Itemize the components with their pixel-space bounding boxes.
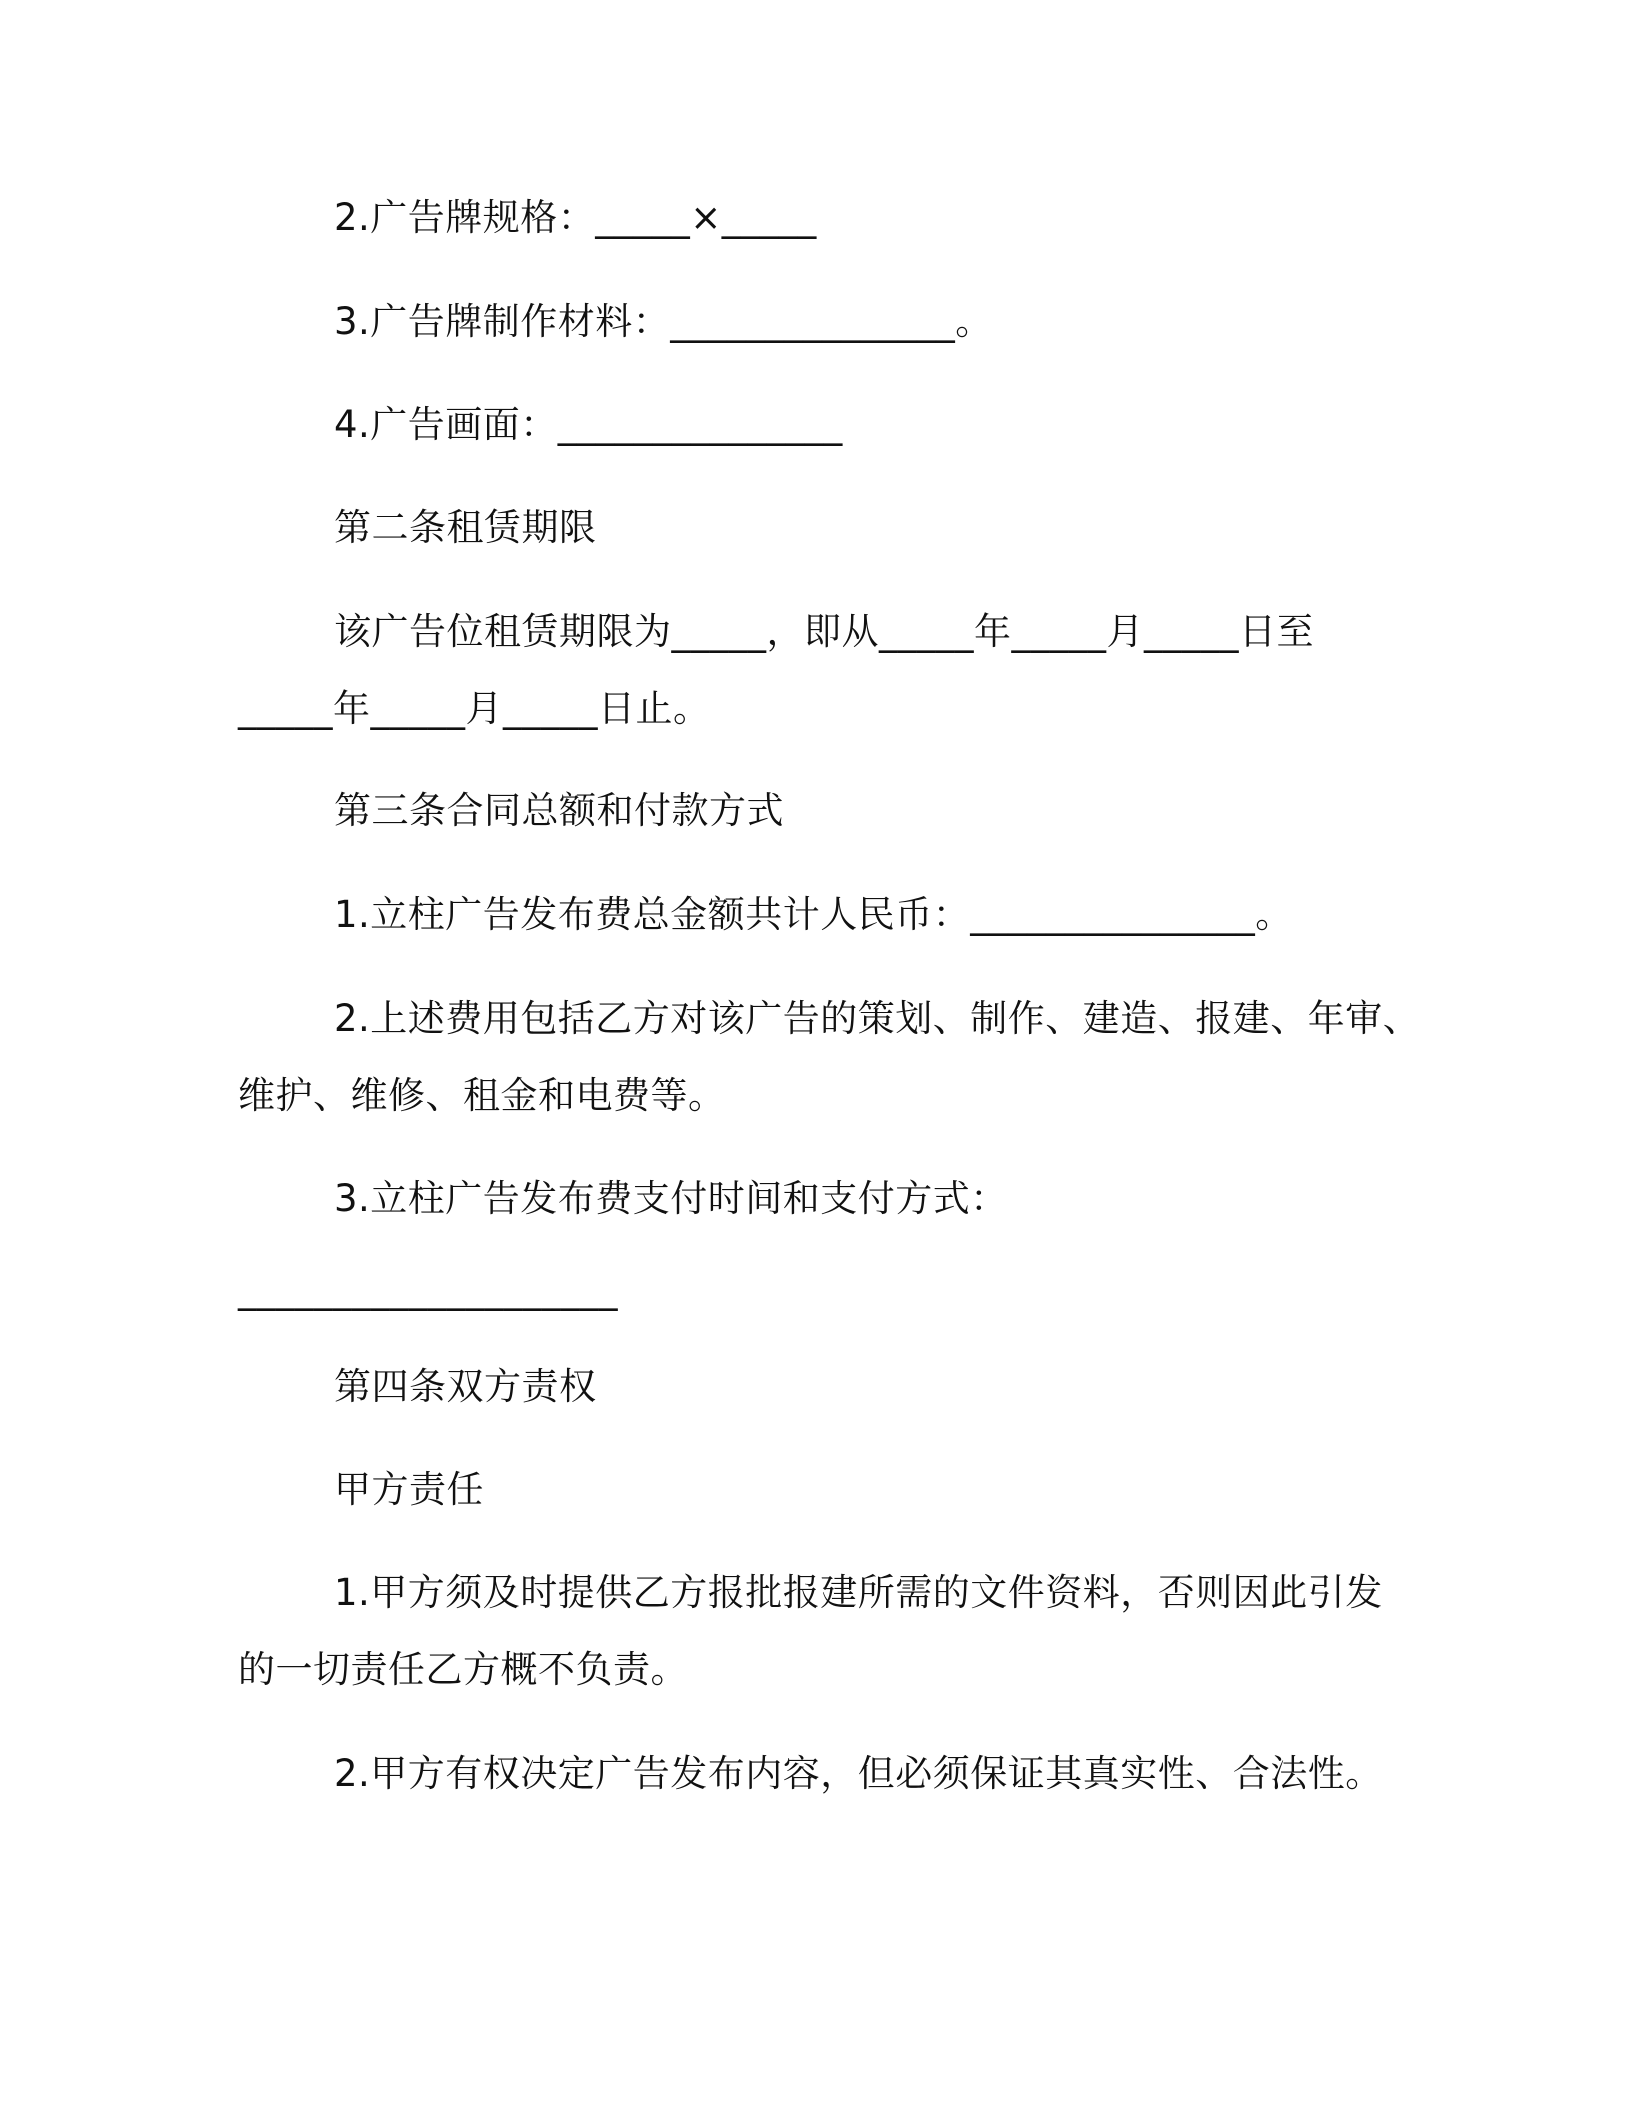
clause-item-total-fee: 1.立柱广告发布费总金额共计人民币：_______________。 [334, 893, 1293, 936]
paragraph-party-a-duty1-line2: 的一切责任乙方概不负责。 [238, 1648, 688, 1691]
clause-item-payment-method: 3.立柱广告发布费支付时间和支付方式： [334, 1177, 1008, 1220]
clause-item-billboard-material: 3.广告牌制作材料：_______________。 [334, 300, 993, 343]
payment-method-blank: ____________________ [238, 1268, 618, 1311]
paragraph-party-a-duty2: 2.甲方有权决定广告发布内容，但必须保证其真实性、合法性。 [334, 1752, 1383, 1795]
section-heading-rights-duties: 第四条双方责权 [334, 1365, 597, 1408]
clause-item-billboard-size: 2.广告牌规格：_____×_____ [334, 196, 817, 239]
paragraph-lease-term-line1: 该广告位租赁期限为_____，即从_____年_____月_____日至 [334, 610, 1314, 653]
clause-item-ad-image: 4.广告画面：_______________ [334, 403, 843, 446]
section-heading-lease-term: 第二条租赁期限 [334, 506, 597, 549]
paragraph-party-a-duty1-line1: 1.甲方须及时提供乙方报批报建所需的文件资料，否则因此引发 [334, 1571, 1383, 1614]
paragraph-lease-term-line2: _____年_____月_____日止。 [238, 687, 711, 730]
paragraph-fee-scope-line1: 2.上述费用包括乙方对该广告的策划、制作、建造、报建、年审、 [334, 997, 1421, 1040]
subheading-party-a-duties: 甲方责任 [334, 1468, 484, 1511]
paragraph-fee-scope-line2: 维护、维修、租金和电费等。 [238, 1074, 726, 1117]
section-heading-total-payment: 第三条合同总额和付款方式 [334, 789, 784, 832]
